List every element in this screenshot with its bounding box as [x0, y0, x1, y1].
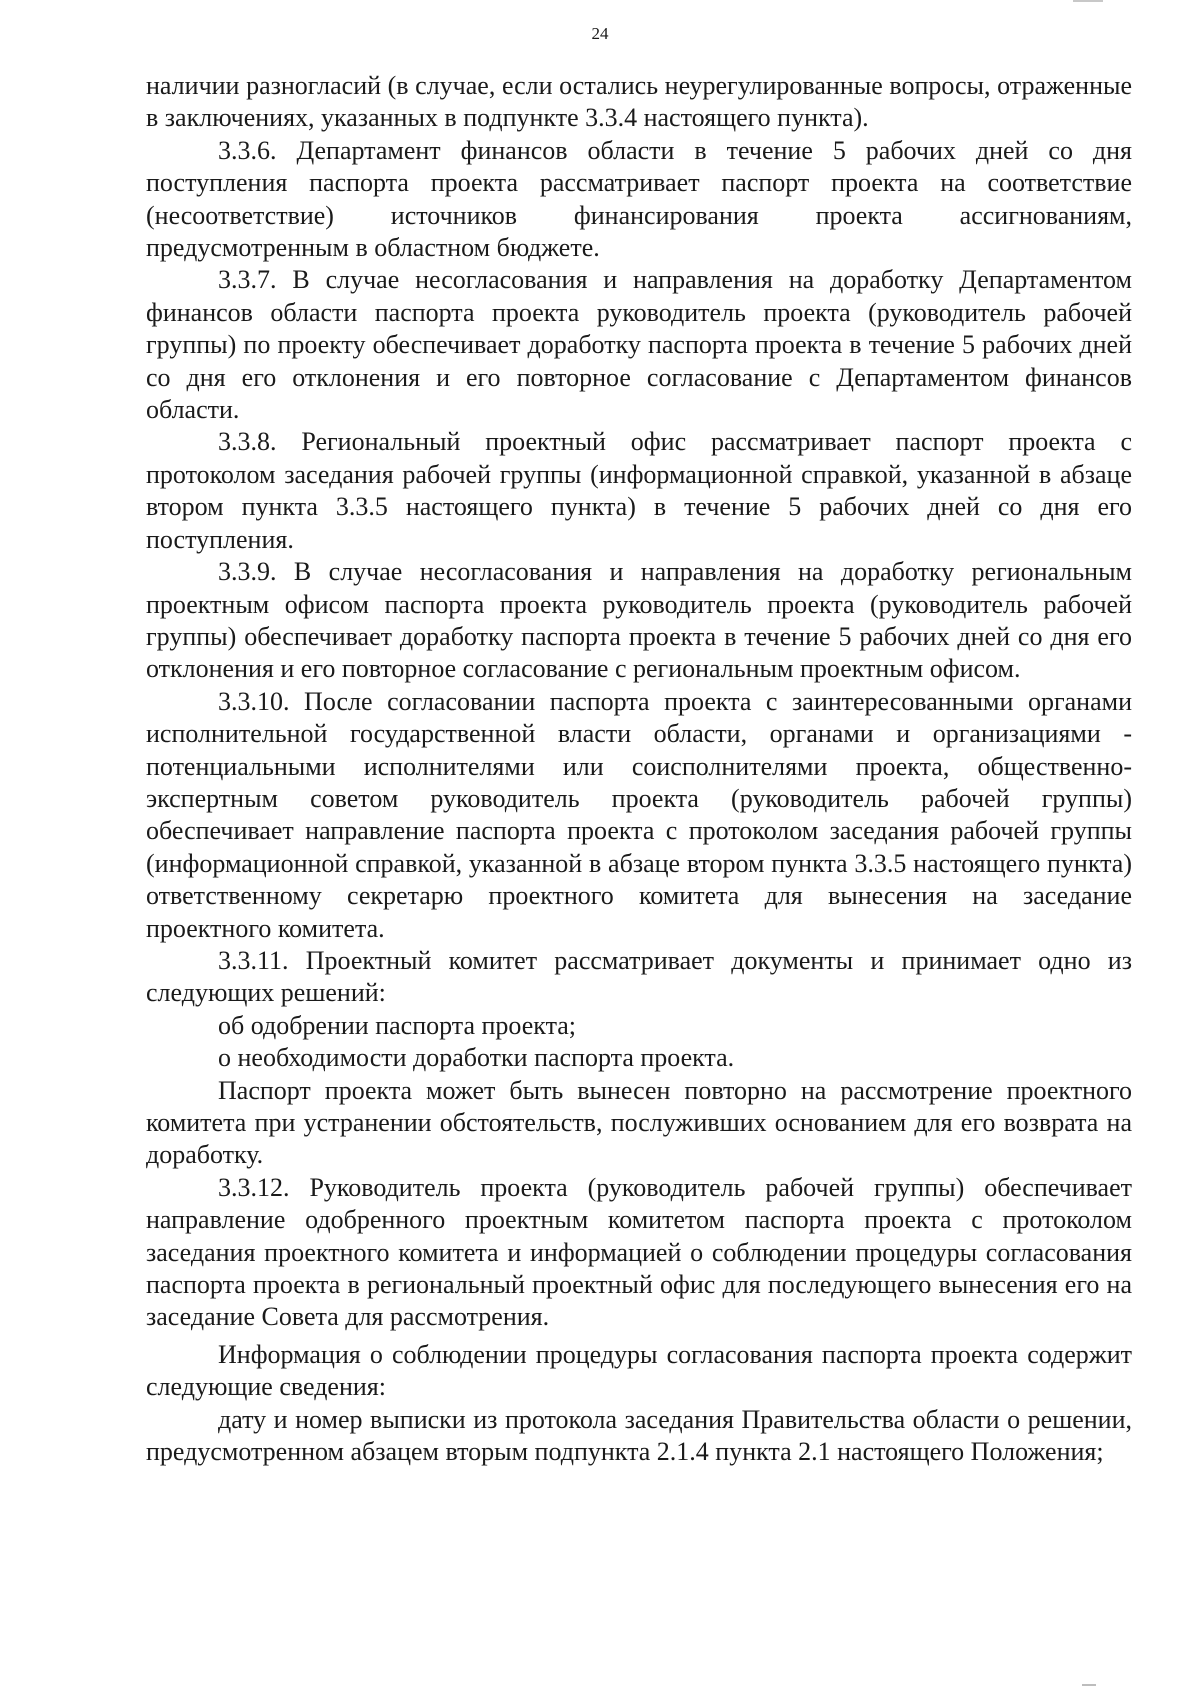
- paragraph-3-3-7: 3.3.7. В случае несогласования и направления на доработку Департаментом финансов области паспорта проекта руководитель проекта (руководитель рабочей группы) по проекту обеспечивает доработку паспорта проекта в течение 5 рабочих дней со дня его отклонения и его повторное согласование с Департаментом финансов области.: [146, 265, 1132, 425]
- paragraph-resubmission: Паспорт проекта может быть вынесен повторно на рассмотрение проектного комитета при устранении обстоятельств, послуживших основанием для его возврата на доработку.: [146, 1075, 1132, 1170]
- list-item-revision: о необходимости доработки паспорта проекта.: [218, 1043, 735, 1073]
- paragraph-continuation: наличии разногласий (в случае, если остались неурегулированные вопросы, отраженные в заключениях, указанных в подпункте 3.3.4 настоящего пункта).: [146, 71, 1132, 133]
- paragraph-3-3-10: 3.3.10. После согласовании паспорта проекта с заинтересованными органами исполнительной государственной власти области, органами и организациями - потенциальными исполнителями или соисполнителями проекта, общественно-экспертным советом руководитель проекта (руководитель рабочей группы) обеспечивает направление паспорта проекта с протоколом заседания рабочей группы (информационной справкой, указанной в абзаце втором пункта 3.3.5 настоящего пункта) ответственному секретарю проектного комитета для вынесения на заседание проектного комитета.: [146, 686, 1132, 943]
- paragraph-3-3-6: 3.3.6. Департамент финансов области в течение 5 рабочих дней со дня поступления паспорта проекта рассматривает паспорт проекта на соответствие (несоответствие) источников финансирования проекта ассигнованиям, предусмотренным в областном бюджете.: [146, 135, 1132, 263]
- scan-artifact-bottom: [1082, 1684, 1096, 1686]
- paragraph-3-3-11: 3.3.11. Проектный комитет рассматривает документы и принимает одно из следующих решений:: [146, 945, 1132, 1008]
- page-number: 24: [591, 24, 609, 43]
- document-body: [146, 70, 1132, 1468]
- paragraph-extract-date: дату и номер выписки из протокола заседания Правительства области о решении, предусмотренном абзацем вторым подпункта 2.1.4 пункта 2.1 настоящего Положения;: [146, 1404, 1132, 1467]
- scan-artifact-top: [1073, 0, 1103, 2]
- paragraph-3-3-9: 3.3.9. В случае несогласования и направления на доработку региональным проектным офисом паспорта проекта руководитель проекта (руководитель рабочей группы) обеспечивает доработку паспорта проекта в течение 5 рабочих дней со дня его отклонения и его повторное согласование с региональным проектным офисом.: [146, 557, 1132, 684]
- paragraph-3-3-8: 3.3.8. Региональный проектный офис рассматривает паспорт проекта с протоколом заседания рабочей группы (информационной справкой, указанной в абзаце втором пункта 3.3.5 настоящего пункта) в течение 5 рабочих дней со дня его поступления.: [146, 427, 1132, 554]
- paragraph-procedure-info: Информация о соблюдении процедуры согласования паспорта проекта содержит следующие сведения:: [146, 1339, 1132, 1402]
- paragraph-3-3-12: 3.3.12. Руководитель проекта (руководитель рабочей группы) обеспечивает направление одобренного проектным комитетом паспорта проекта с протоколом заседания проектного комитета и информацией о соблюдении процедуры согласования паспорта проекта в региональный проектный офис для последующего вынесения его на заседание Совета для рассмотрения.: [146, 1172, 1132, 1332]
- list-item-approval: об одобрении паспорта проекта;: [218, 1010, 577, 1040]
